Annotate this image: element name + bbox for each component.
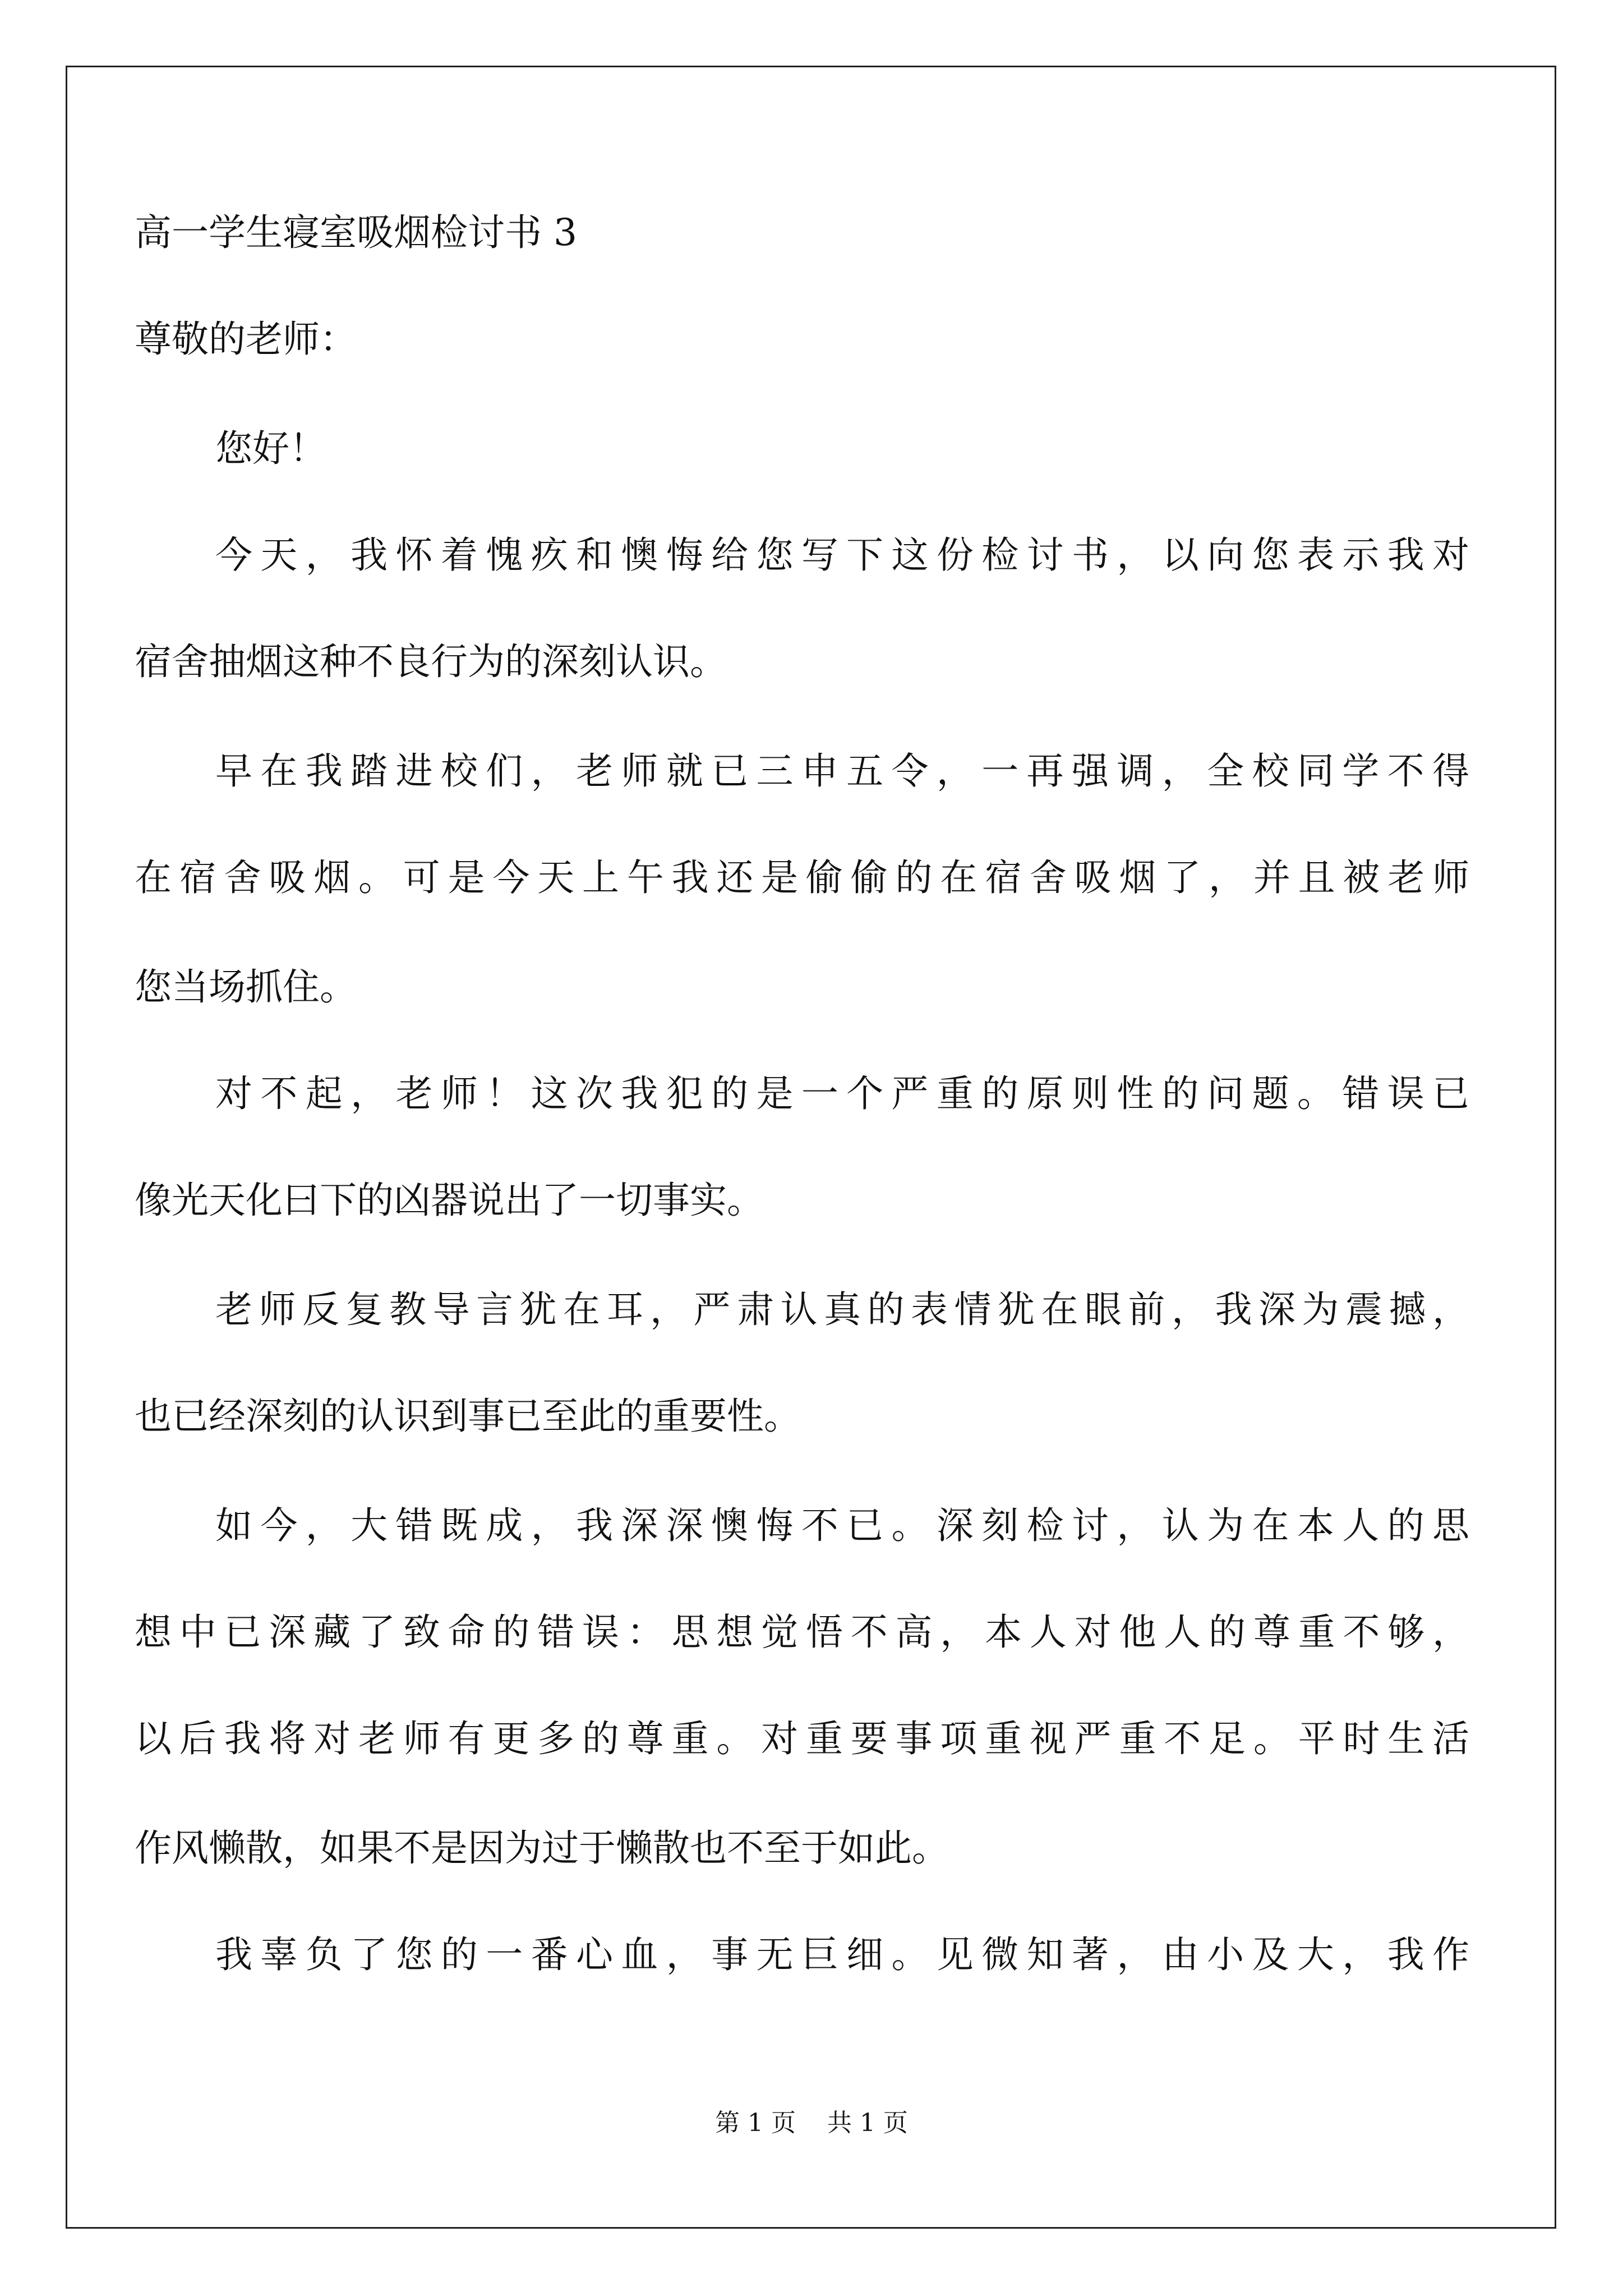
- page-border: [66, 66, 1556, 2229]
- body-line-10: 如今，大错既成，我深深懊悔不已。深刻检讨，认为在本人的思: [215, 1504, 1469, 1547]
- body-line-9: 也已经深刻的认识到事已至此的重要性。: [135, 1395, 801, 1438]
- body-line-5: 您当场抓住。: [135, 965, 357, 1009]
- body-line-14: 我辜负了您的一番心血，事无巨细。见微知著，由小及大，我作: [215, 1933, 1469, 1976]
- page-number-footer: 第 1 页 共 1 页: [715, 2109, 908, 2137]
- document-title: 高一学生寝室吸烟检讨书 3: [135, 211, 577, 254]
- body-line-11: 想中已深藏了致命的错误：思想觉悟不高，本人对他人的尊重不够，: [135, 1611, 1469, 1654]
- salutation: 尊敬的老师：: [135, 318, 357, 361]
- body-line-6: 对不起，老师！这次我犯的是一个严重的原则性的问题。错误已: [215, 1072, 1469, 1115]
- body-line-3: 早在我踏进校们，老师就已三申五令，一再强调，全校同学不得: [215, 749, 1469, 793]
- greeting: 您好！: [215, 427, 326, 470]
- body-line-7: 像光天化曰下的凶器说出了一切事实。: [135, 1179, 764, 1222]
- body-line-4: 在宿舍吸烟。可是今天上午我还是偷偷的在宿舍吸烟了，并且被老师: [135, 856, 1469, 899]
- body-line-12: 以后我将对老师有更多的尊重。对重要事项重视严重不足。平时生活: [135, 1717, 1469, 1760]
- body-line-2: 宿舍抽烟这种不良行为的深刻认识。: [135, 640, 727, 683]
- body-line-1: 今天，我怀着愧疚和懊悔给您写下这份检讨书，以向您表示我对: [215, 533, 1469, 577]
- body-line-8: 老师反复教导言犹在耳，严肃认真的表情犹在眼前，我深为震撼，: [215, 1288, 1469, 1331]
- body-line-13: 作风懒散，如果不是因为过于懒散也不至于如此。: [135, 1826, 949, 1870]
